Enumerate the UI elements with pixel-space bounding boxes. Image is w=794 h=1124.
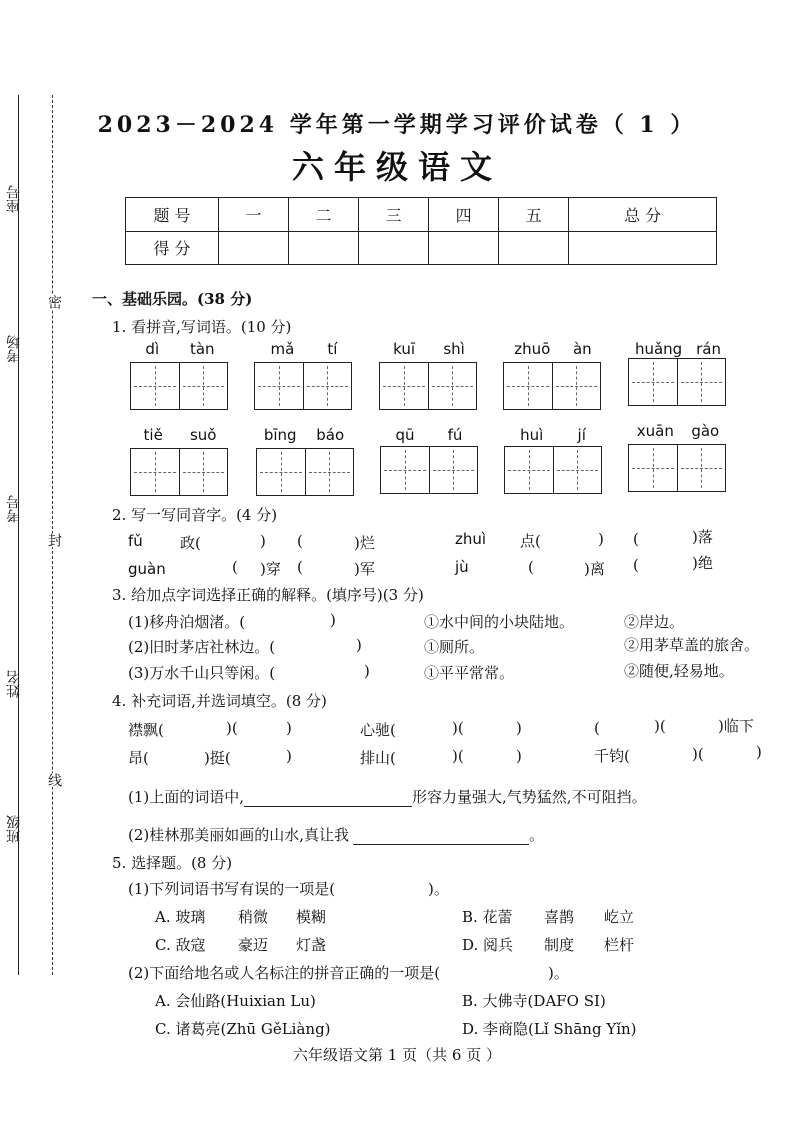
score-col-5: 五 <box>499 198 569 232</box>
q5-option-c: C. 敌寇 <box>155 936 206 954</box>
pinyin: tàn <box>189 340 215 358</box>
q2-text: ) <box>598 530 604 548</box>
q5-option-c-word: 豪迈 <box>238 936 269 954</box>
q4-idiom: )( <box>692 745 704 763</box>
q3-option-a: ①水中间的小块陆地。 <box>424 613 575 631</box>
score-row-label: 得 分 <box>126 231 219 265</box>
score-cell[interactable] <box>429 231 499 265</box>
q5-option-c: C. 诸葛亮(Zhū GěLiàng) <box>155 1020 331 1038</box>
q2-pinyin-guan: guàn <box>128 560 166 578</box>
q5-option-a: A. 玻璃 <box>155 908 206 926</box>
answer-blank[interactable] <box>353 830 529 845</box>
pinyin: zhuō <box>514 340 551 358</box>
q1-pinyin <box>130 426 230 444</box>
q3-option-a: ①厕所。 <box>424 638 485 656</box>
q5-title: 5. 选择题。(8 分) <box>112 854 233 872</box>
pinyin: huǎng <box>634 340 683 358</box>
q5-sub2: (2)下面给地名或人名标注的拼音正确的一项是( <box>128 964 441 982</box>
q3-item-1-end: ) <box>330 611 336 629</box>
q3-item-2: (2)旧时茅店社林边。( <box>128 638 276 656</box>
answer-blank[interactable] <box>244 792 412 807</box>
q5-option-d-word: 制度 <box>544 936 575 954</box>
q2-text: ( <box>528 558 534 576</box>
section1-heading: 一、基础乐园。(38 分) <box>92 290 253 308</box>
q4-idiom: 千钧( <box>594 747 630 765</box>
q2-text: )离 <box>584 560 605 578</box>
score-col-2: 二 <box>289 198 359 232</box>
q5-sub1: (1)下列词语书写有误的一项是( <box>128 880 336 898</box>
q5-option-b: B. 大佛寺(DAFO SI) <box>462 992 606 1010</box>
q5-option-d: D. 李商隐(Lǐ Shāng Yǐn) <box>462 1020 637 1038</box>
q4-fill-1-suffix: 形容力量强大,气势猛然,不可阻挡。 <box>412 788 647 806</box>
q2-text: ( <box>297 532 303 550</box>
pinyin: tiě <box>143 426 163 444</box>
q5-option-a: A. 会仙路(Huixian Lu) <box>155 992 316 1010</box>
score-cell[interactable] <box>289 231 359 265</box>
pinyin: huì <box>520 426 544 444</box>
tian-grid[interactable] <box>130 362 228 410</box>
score-col-total: 总 分 <box>569 198 717 232</box>
score-cell[interactable] <box>359 231 429 265</box>
q5-option-a-word: 稍微 <box>238 908 269 926</box>
q3-option-b: ②用茅草盖的旅舍。 <box>624 636 760 654</box>
q1-pinyin <box>254 340 354 358</box>
q4-idiom: 排山( <box>360 749 396 767</box>
score-cell[interactable] <box>499 231 569 265</box>
score-col-1: 一 <box>219 198 289 232</box>
tian-grid[interactable] <box>628 358 726 406</box>
q4-idiom: )( <box>452 747 464 765</box>
q4-idiom: )( <box>654 717 666 735</box>
q2-text: ( <box>633 556 639 574</box>
q4-idiom: )临下 <box>718 717 754 735</box>
margin-label-class: 班级 <box>6 815 22 843</box>
score-table-header-row <box>126 198 717 232</box>
q1-pinyin <box>503 426 603 444</box>
q3-option-b: ②随便,轻易地。 <box>624 662 734 680</box>
margin-mark-seal: 密 <box>46 295 62 309</box>
pinyin: fú <box>447 426 463 444</box>
pinyin: suǒ <box>189 426 217 444</box>
q3-option-a: ①平平常常。 <box>424 664 515 682</box>
q1-pinyin <box>628 340 728 358</box>
tian-grid[interactable] <box>256 448 354 496</box>
subject-title: 六年级语文 <box>291 148 502 186</box>
q5-option-c-word: 灯盏 <box>296 936 327 954</box>
q2-text: ( <box>633 530 639 548</box>
pinyin: bīng <box>263 426 297 444</box>
margin-label-seat: 座号 <box>6 185 22 213</box>
margin-mark-seal2: 封 <box>46 533 62 547</box>
q3-option-b: ②岸边。 <box>624 613 685 631</box>
q5-option-a-word: 模糊 <box>296 908 327 926</box>
score-col-3: 三 <box>359 198 429 232</box>
q2-pinyin-ju: jù <box>455 558 469 576</box>
pinyin: àn <box>572 340 592 358</box>
q4-fill-1-prefix: (1)上面的词语中, <box>128 788 245 806</box>
q4-idiom: )挺( <box>204 749 231 767</box>
q4-idiom: )( <box>452 719 464 737</box>
pinyin: qū <box>395 426 415 444</box>
q3-title: 3. 给加点字词选择正确的解释。(填序号)(3 分) <box>112 586 424 604</box>
q4-fill-2 <box>128 824 544 845</box>
tian-grid[interactable] <box>503 362 601 410</box>
q2-text: ) <box>260 532 266 550</box>
q4-idiom: ) <box>756 743 762 761</box>
q2-text: )军 <box>354 560 375 578</box>
q5-option-d: D. 阅兵 <box>462 936 514 954</box>
q3-item-2-end: ) <box>356 636 362 654</box>
q4-idiom: 昂( <box>128 749 149 767</box>
q4-idiom: ) <box>516 747 522 765</box>
q2-text: ( <box>297 558 303 576</box>
q1-pinyin <box>379 426 479 444</box>
q2-text: ( <box>232 558 238 576</box>
pinyin: báo <box>316 426 345 444</box>
q1-pinyin <box>130 340 230 358</box>
q1-pinyin <box>379 340 479 358</box>
q5-sub2-end: )。 <box>548 964 569 982</box>
q4-idiom: 襟飘( <box>128 721 164 739</box>
q2-text: 政( <box>180 534 201 552</box>
pinyin: gào <box>691 422 720 440</box>
q2-text: )烂 <box>354 534 375 552</box>
q5-option-d-word: 栏杆 <box>604 936 635 954</box>
q4-fill-2-suffix: 。 <box>529 826 545 844</box>
exam-title: 2023－2024 学年第一学期学习评价试卷（ 1 ） <box>97 112 697 138</box>
score-table-score-row <box>126 231 717 265</box>
margin-label-room: 考场 <box>6 335 22 363</box>
score-table <box>125 197 717 265</box>
q3-item-3: (3)万水千山只等闲。( <box>128 664 276 682</box>
q4-idiom: ) <box>516 719 522 737</box>
q2-text: )穿 <box>260 560 281 578</box>
score-col-4: 四 <box>429 198 499 232</box>
q1-pinyin <box>628 422 728 440</box>
pinyin: dì <box>145 340 160 358</box>
q2-title: 2. 写一写同音字。(4 分) <box>112 506 278 524</box>
tian-grid[interactable] <box>254 362 352 410</box>
q2-pinyin-fu: fǔ <box>128 532 143 550</box>
pinyin: tí <box>327 340 338 358</box>
score-col-label: 题 号 <box>126 198 219 232</box>
page-footer: 六年级语文第 1 页（共 6 页 ） <box>293 1046 501 1064</box>
score-cell[interactable] <box>569 231 717 265</box>
tian-grid[interactable] <box>379 362 477 410</box>
q5-sub1-end: )。 <box>428 880 449 898</box>
q4-idiom: ) <box>286 719 292 737</box>
q1-pinyin <box>254 426 354 444</box>
margin-label-name: 姓名 <box>6 670 22 698</box>
tian-grid[interactable] <box>504 446 602 494</box>
q4-fill-2-prefix: (2)桂林那美丽如画的山水,真让我 <box>128 826 350 844</box>
q5-option-b-word: 屹立 <box>604 908 635 926</box>
margin-label-exam-no: 考号 <box>6 495 22 523</box>
pinyin: mǎ <box>270 340 295 358</box>
tian-grid[interactable] <box>130 448 228 496</box>
score-cell[interactable] <box>219 231 289 265</box>
q2-pinyin-zhui: zhuì <box>455 530 487 548</box>
q4-idiom: )( <box>226 719 238 737</box>
q5-option-b: B. 花蕾 <box>462 908 513 926</box>
q1-pinyin <box>503 340 603 358</box>
q3-item-3-end: ) <box>364 662 370 680</box>
margin-mark-line: 线 <box>46 773 62 787</box>
q2-text: 点( <box>520 532 541 550</box>
pinyin: rán <box>696 340 722 358</box>
margin-line-outer <box>18 95 19 975</box>
q4-title: 4. 补充词语,并选词填空。(8 分) <box>112 692 327 710</box>
q4-idiom: ( <box>594 719 600 737</box>
q2-text: )绝 <box>692 554 713 572</box>
q2-text: )落 <box>692 528 713 546</box>
q1-title: 1. 看拼音,写词语。(10 分) <box>112 318 292 336</box>
pinyin: shì <box>443 340 465 358</box>
q4-idiom: 心驰( <box>360 721 396 739</box>
q4-idiom: ) <box>286 747 292 765</box>
pinyin: jí <box>577 426 586 444</box>
q5-option-b-word: 喜鹊 <box>544 908 575 926</box>
pinyin: xuān <box>636 422 674 440</box>
tian-grid[interactable] <box>628 444 726 492</box>
q4-fill-1 <box>128 786 647 807</box>
tian-grid[interactable] <box>380 446 478 494</box>
pinyin: kuī <box>393 340 416 358</box>
q3-item-1: (1)移舟泊烟渚。( <box>128 613 246 631</box>
